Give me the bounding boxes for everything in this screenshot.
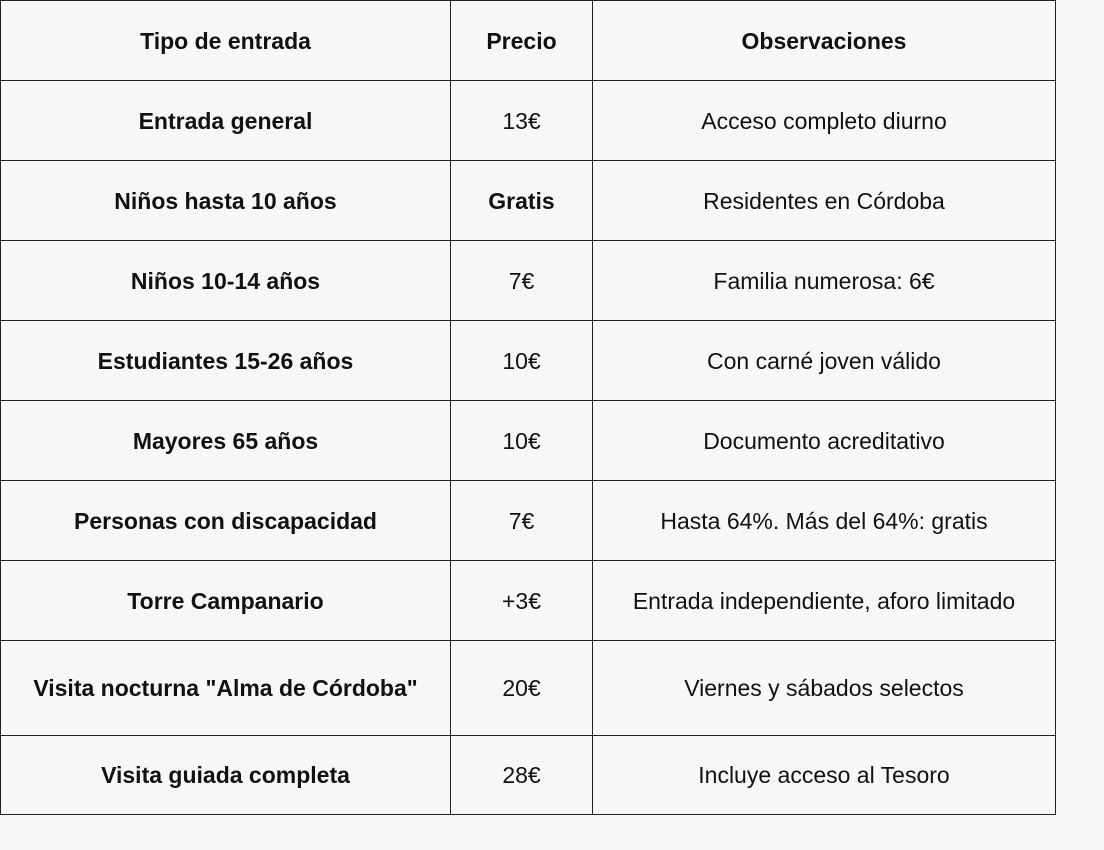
cell-precio: 28€ (451, 736, 593, 815)
cell-precio: +3€ (451, 561, 593, 641)
header-precio: Precio (451, 1, 593, 81)
cell-observaciones: Documento acreditativo (593, 401, 1056, 481)
table-row (1, 321, 1056, 401)
table-header-row (1, 1, 1056, 81)
cell-precio: 20€ (451, 641, 593, 736)
cell-tipo: Entrada general (1, 81, 451, 161)
cell-observaciones: Con carné joven válido (593, 321, 1056, 401)
table-row (1, 736, 1056, 815)
cell-observaciones: Hasta 64%. Más del 64%: gratis (593, 481, 1056, 561)
cell-tipo: Visita guiada completa (1, 736, 451, 815)
cell-observaciones: Incluye acceso al Tesoro (593, 736, 1056, 815)
cell-precio: Gratis (451, 161, 593, 241)
table-row (1, 161, 1056, 241)
cell-tipo: Torre Campanario (1, 561, 451, 641)
table-row (1, 481, 1056, 561)
cell-observaciones: Residentes en Córdoba (593, 161, 1056, 241)
cell-tipo: Personas con discapacidad (1, 481, 451, 561)
cell-tipo: Estudiantes 15-26 años (1, 321, 451, 401)
cell-precio: 10€ (451, 401, 593, 481)
header-tipo: Tipo de entrada (1, 1, 451, 81)
table-row (1, 641, 1056, 736)
table-row (1, 561, 1056, 641)
cell-tipo: Niños 10-14 años (1, 241, 451, 321)
cell-observaciones: Familia numerosa: 6€ (593, 241, 1056, 321)
cell-observaciones: Acceso completo diurno (593, 81, 1056, 161)
table-row (1, 401, 1056, 481)
table-row (1, 81, 1056, 161)
cell-observaciones: Viernes y sábados selectos (593, 641, 1056, 736)
cell-precio: 7€ (451, 481, 593, 561)
cell-precio: 10€ (451, 321, 593, 401)
table-row (1, 241, 1056, 321)
cell-tipo: Mayores 65 años (1, 401, 451, 481)
header-observaciones: Observaciones (593, 1, 1056, 81)
cell-precio: 13€ (451, 81, 593, 161)
cell-tipo: Visita nocturna "Alma de Córdoba" (1, 641, 451, 736)
cell-observaciones: Entrada independiente, aforo limitado (593, 561, 1056, 641)
cell-tipo: Niños hasta 10 años (1, 161, 451, 241)
cell-precio: 7€ (451, 241, 593, 321)
